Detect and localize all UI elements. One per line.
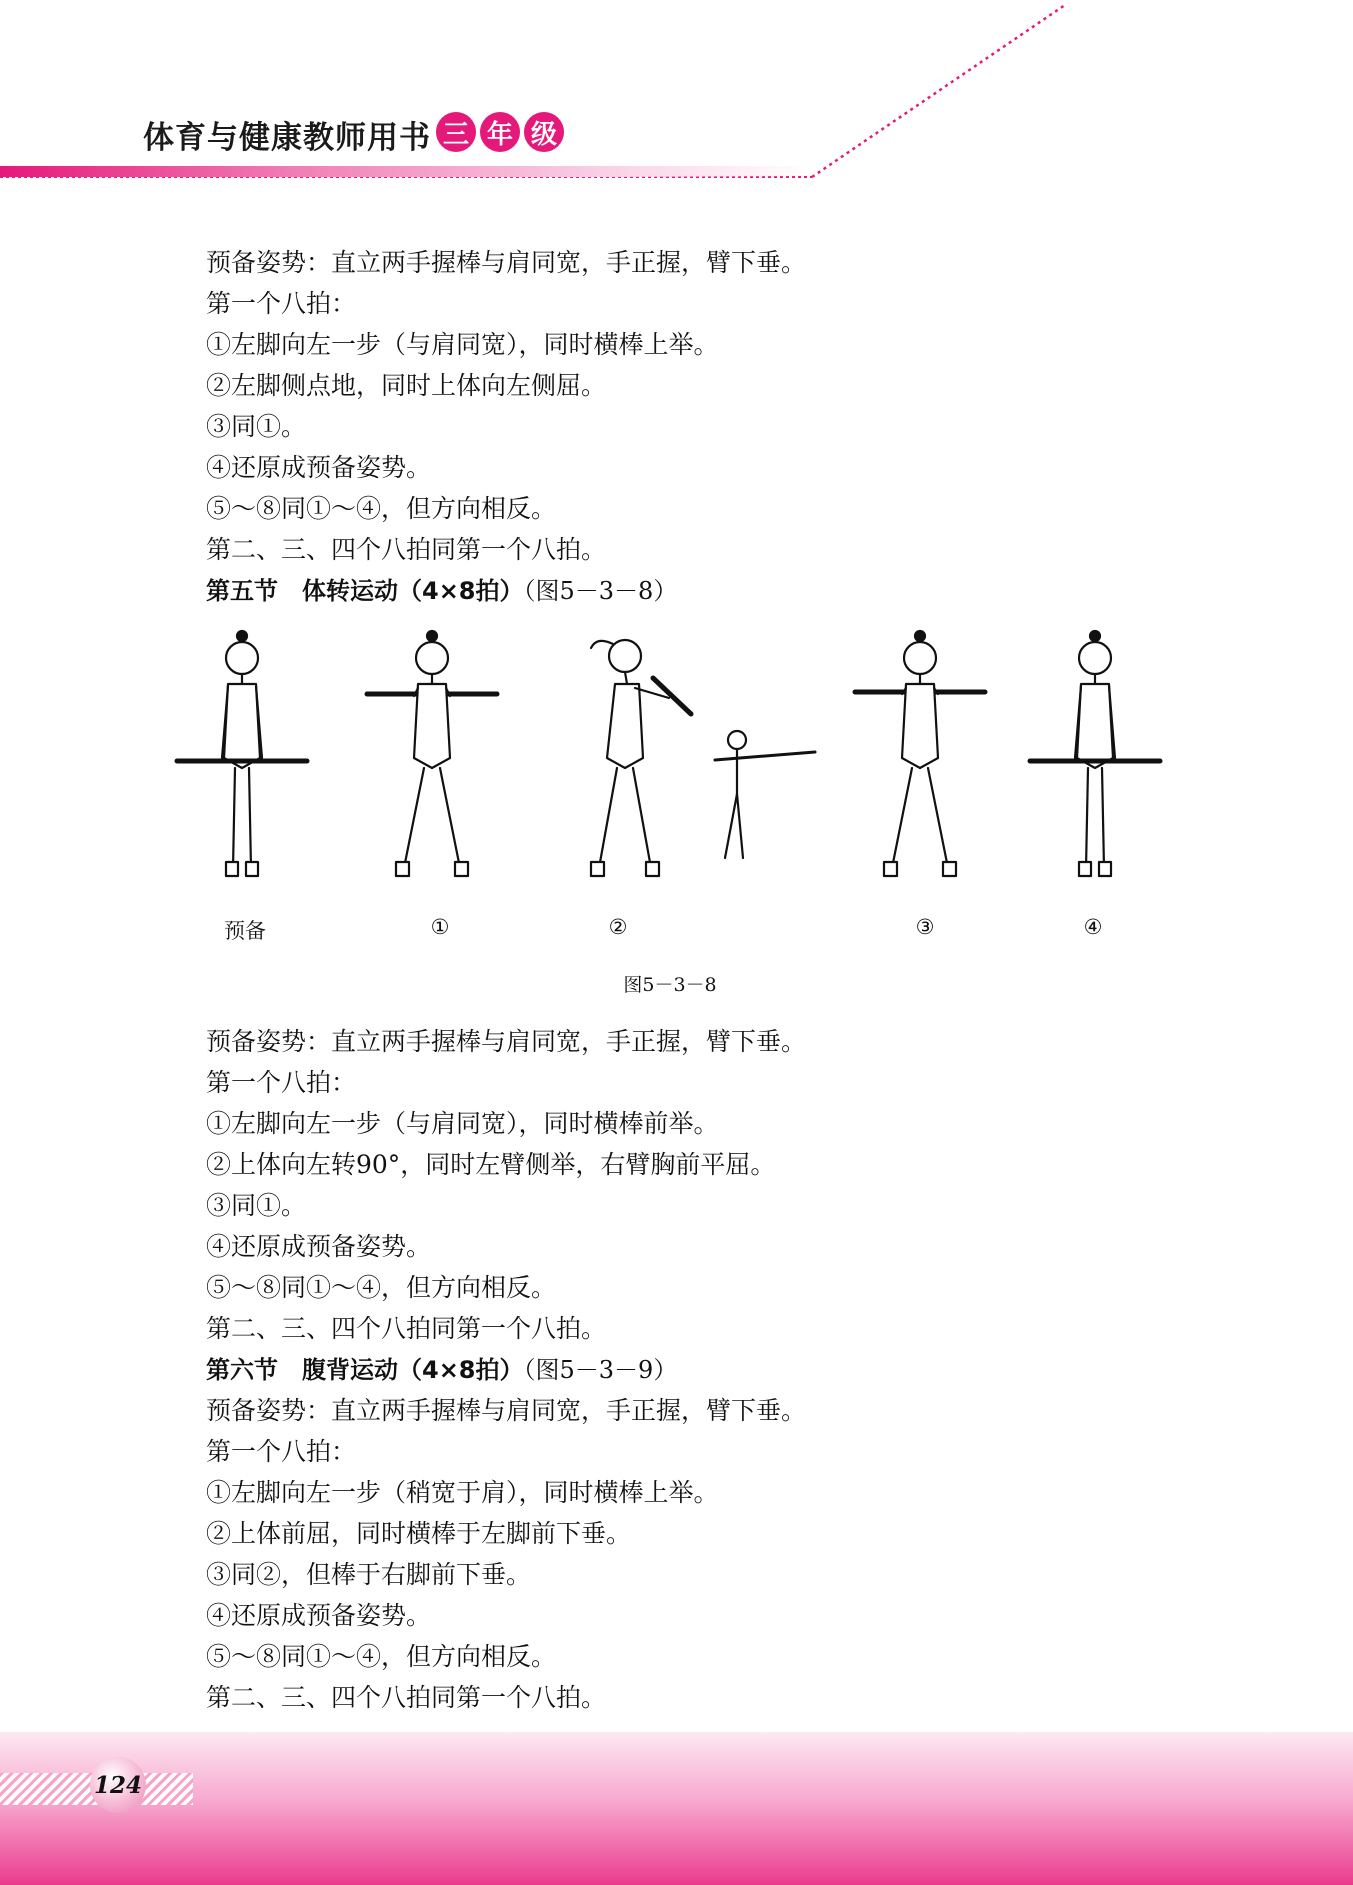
figure-label-ready: 预备	[224, 919, 266, 943]
text-line: ⑤～⑧同①～④，但方向相反。	[206, 494, 557, 523]
section5-title: 第五节 体转运动（4×8拍）	[206, 577, 524, 605]
figure-pose-4	[1030, 631, 1160, 876]
figure-label-3: ③	[915, 915, 935, 939]
text-line: ②上体前屈，同时横棒于左脚前下垂。	[206, 1519, 632, 1548]
text-line: ①左脚向左一步（与肩同宽），同时横棒前举。	[206, 1109, 719, 1138]
text-line: ⑤～⑧同①～④，但方向相反。	[206, 1273, 557, 1302]
book-title: 体育与健康教师用书	[143, 120, 431, 156]
text-line: ④还原成预备姿势。	[206, 453, 432, 482]
grade-badges	[436, 112, 564, 152]
text-line: 第二、三、四个八拍同第一个八拍。	[206, 1314, 607, 1343]
text-line: 第二、三、四个八拍同第一个八拍。	[206, 535, 607, 564]
text-line: 第一个八拍：	[206, 289, 357, 318]
figure-label-2: ②	[608, 915, 628, 939]
grade-badge-3: 级	[524, 112, 564, 152]
text-line: ④还原成预备姿势。	[206, 1232, 432, 1261]
text-line: 预备姿势：直立两手握棒与肩同宽，手正握，臂下垂。	[206, 1027, 807, 1056]
grade-badge-1: 三	[436, 112, 476, 152]
figure-label-4: ④	[1083, 915, 1103, 939]
figure-pose-1	[367, 631, 497, 876]
text-line: ③同②，但棒于右脚前下垂。	[206, 1560, 532, 1589]
text-line: ③同①。	[206, 412, 307, 441]
text-line: 预备姿势：直立两手握棒与肩同宽，手正握，臂下垂。	[206, 248, 807, 277]
text-line: ①左脚向左一步（稍宽于肩），同时横棒上举。	[206, 1478, 719, 1507]
figure-label-1: ①	[430, 915, 450, 939]
section6-title: 第六节 腹背运动（4×8拍）	[206, 1356, 524, 1384]
text-line: ①左脚向左一步（与肩同宽），同时横棒上举。	[206, 330, 719, 359]
section6-heading	[206, 1355, 677, 1385]
text-line: ④还原成预备姿势。	[206, 1601, 432, 1630]
section6-figure-ref: （图5－3－9）	[523, 1356, 678, 1384]
figure-pose-2	[591, 640, 815, 876]
figure-caption: 图5－3－8	[623, 974, 717, 996]
text-line: ②上体向左转90°，同时左臂侧举，右臂胸前平屈。	[206, 1150, 776, 1179]
text-line: 第二、三、四个八拍同第一个八拍。	[206, 1683, 607, 1712]
figure-pose-ready	[177, 631, 307, 876]
figure-5-3-8	[170, 618, 1180, 898]
text-line: 预备姿势：直立两手握棒与肩同宽，手正握，臂下垂。	[206, 1396, 807, 1425]
page-number: 124	[90, 1757, 146, 1813]
grade-badge-2: 年	[480, 112, 520, 152]
figure-pose-3	[855, 631, 985, 876]
text-line: ⑤～⑧同①～④，但方向相反。	[206, 1642, 557, 1671]
section5-figure-ref: （图5－3－8）	[523, 577, 678, 605]
header-bar	[0, 166, 812, 177]
header-decoration	[0, 0, 1353, 190]
text-line: ②左脚侧点地，同时上体向左侧屈。	[206, 371, 607, 400]
page-footer	[0, 1732, 1353, 1885]
text-line: 第一个八拍：	[206, 1437, 357, 1466]
text-line: ③同①。	[206, 1191, 307, 1220]
text-line: 第一个八拍：	[206, 1068, 357, 1097]
section5-heading	[206, 576, 677, 606]
